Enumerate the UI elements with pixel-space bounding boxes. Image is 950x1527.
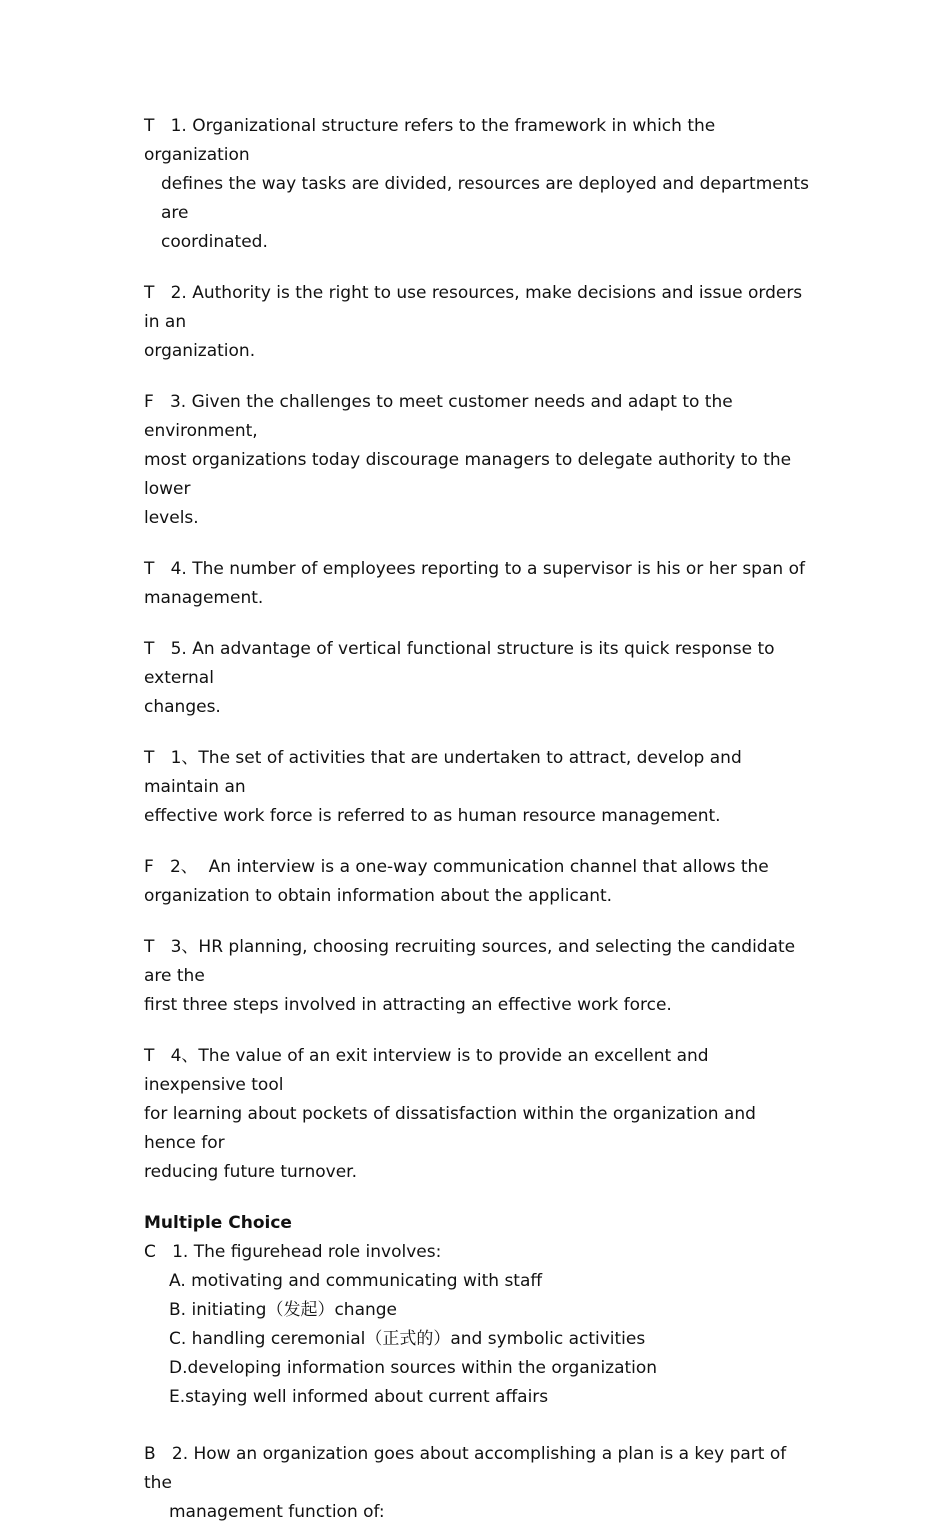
- question-line: T 3、HR planning, choosing recruiting sources, and selecting the candidate are the: [144, 937, 796, 986]
- question-line: T 1. Organizational structure refers to the framework in which the organization: [144, 116, 716, 165]
- tf-question-1: [144, 112, 809, 257]
- tf-question-hr-4: [144, 1042, 809, 1187]
- mc-option-c: C. handling ceremonial（正式的）and symbolic activities: [169, 1329, 646, 1349]
- mc-option-d: D.developing information sources within the organization: [169, 1358, 658, 1378]
- question-line: for learning about pockets of dissatisfaction within the organization and hence for: [144, 1104, 756, 1153]
- document-page: [144, 112, 809, 1527]
- tf-question-2: [144, 279, 809, 366]
- question-line: most organizations today discourage managers to delegate authority to the lower: [144, 450, 792, 499]
- question-line: effective work force is referred to as human resource management.: [144, 806, 721, 826]
- question-line: levels.: [144, 508, 199, 528]
- question-line: coordinated.: [161, 232, 268, 252]
- tf-question-hr-2: [144, 853, 809, 911]
- tf-question-hr-3: [144, 933, 809, 1020]
- tf-question-3: [144, 388, 809, 533]
- question-line: T 4. The number of employees reporting to a supervisor is his or her span of: [144, 559, 805, 579]
- question-line: T 4、The value of an exit interview is to provide an excellent and inexpensive tool: [144, 1046, 709, 1095]
- section-title: Multiple Choice: [144, 1213, 292, 1233]
- question-line: management.: [144, 588, 264, 608]
- question-line: organization to obtain information about the applicant.: [144, 886, 613, 906]
- question-line: T 5. An advantage of vertical functional structure is its quick response to external: [144, 639, 775, 688]
- question-line: first three steps involved in attracting an effective work force.: [144, 995, 672, 1015]
- question-line: T 2. Authority is the right to use resources, make decisions and issue orders in an: [144, 283, 803, 332]
- mc-option-e: E.staying well informed about current affairs: [169, 1387, 549, 1407]
- question-line: B 2. How an organization goes about accomplishing a plan is a key part of the: [144, 1444, 787, 1493]
- question-line: changes.: [144, 697, 221, 717]
- question-line: reducing future turnover.: [144, 1162, 358, 1182]
- question-line: organization.: [144, 341, 256, 361]
- tf-question-4: [144, 555, 809, 613]
- question-line: F 3. Given the challenges to meet customer needs and adapt to the environment,: [144, 392, 733, 441]
- question-line: T 1、The set of activities that are undertaken to attract, develop and maintain an: [144, 748, 742, 797]
- mc-option-b: B. initiating（发起）change: [169, 1300, 398, 1320]
- mc-option-a: A. motivating and communicating with staff: [169, 1271, 543, 1291]
- multiple-choice-section: [144, 1209, 809, 1412]
- question-line: F 2、 An interview is a one-way communication channel that allows the: [144, 857, 769, 877]
- tf-question-5: [144, 635, 809, 722]
- question-line: defines the way tasks are divided, resources are deployed and departments are: [161, 174, 810, 223]
- mc-question-1: C 1. The figurehead role involves:: [144, 1242, 442, 1262]
- question-line: management function of:: [169, 1502, 385, 1522]
- mc-question-2: [144, 1440, 809, 1527]
- tf-question-hr-1: [144, 744, 809, 831]
